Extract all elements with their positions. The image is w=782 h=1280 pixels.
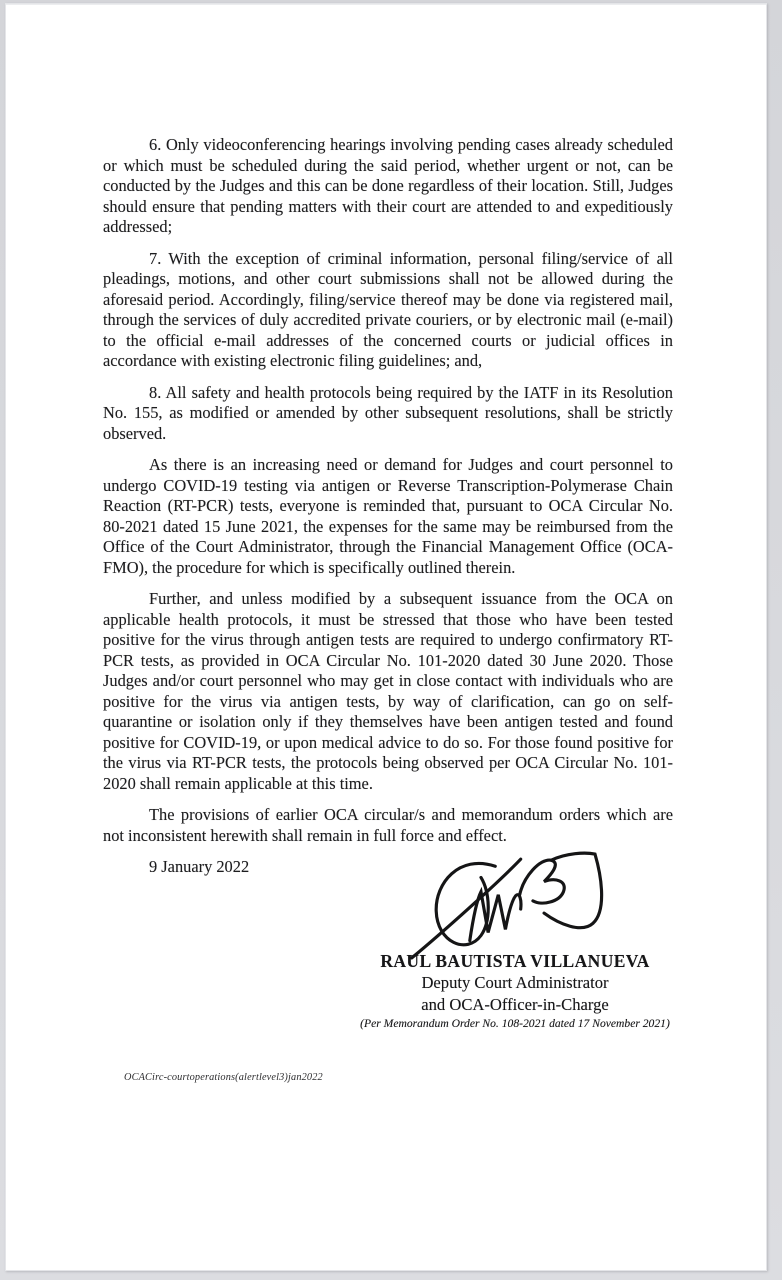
authority-note: (Per Memorandum Order No. 108-2021 dated 17 November 2021): [360, 1017, 670, 1030]
memo-paragraph: 6. Only videoconferencing hearings involving pending cases already scheduled or which must be scheduled during the said period, whether urgent or not, can be conducted by the Judges and this can be done regardless of their location. Still, Judges should ensure that pending matters with their court are attended to and expeditiously addressed;: [103, 135, 673, 236]
memo-body: [103, 135, 673, 889]
memo-paragraph: As there is an increasing need or demand for Judges and court personnel to undergo COVID-19 testing via antigen or Reverse Transcription-Polymerase Chain Reaction (RT-PCR) tests, everyone is reminded that, pursuant to OCA Circular No. 80-2021 dated 15 June 2021, the expenses for the same may be reimbursed from the Office of the Court Administrator, through the Financial Management Office (OCA-FMO), the procedure for which is specifically outlined therein.: [103, 455, 673, 577]
signatory-block: [344, 950, 686, 1031]
handwritten-signature-icon: [404, 850, 616, 964]
memo-paragraph: The provisions of earlier OCA circular/s and memorandum orders which are not inconsistent herewith shall remain in full force and effect.: [103, 805, 673, 845]
date-line: 9 January 2022: [149, 857, 250, 876]
footer-reference: OCACirc-courtoperations(alertlevel3)jan2022: [124, 1072, 323, 1083]
signatory-title-line-2: and OCA-Officer-in-Charge: [421, 994, 609, 1014]
memo-paragraph: 7. With the exception of criminal information, personal filing/service of all pleadings, motions, and other court submissions shall not be allowed during the aforesaid period. Accordingly, filing/service thereof may be done via registered mail, through the services of duly accredited private couriers, or by electronic mail (e-mail) to the official e-mail addresses of the concerned courts or judicial offices in accordance with existing electronic filing guidelines; and,: [103, 248, 673, 370]
signatory-title-line-1: Deputy Court Administrator: [421, 973, 609, 992]
document-page: [5, 3, 767, 1271]
memo-paragraph: Further, and unless modified by a subsequent issuance from the OCA on applicable health protocols, it must be stressed that those who have been tested positive for the virus through antigen tests are required to undergo confirmatory RT-PCR tests, as provided in OCA Circular No. 101-2020 dated 30 June 2020. Those Judges and/or court personnel who may get in close contact with individuals who are positive for the virus via antigen tests, by way of clarification, can go on self-quarantine or isolation only if they themselves have been antigen tested and found positive for COVID-19, or upon medical advice to do so. For those found positive for the virus via RT-PCR tests, the protocols being observed per OCA Circular No. 101-2020 shall remain applicable at this time.: [103, 589, 673, 793]
signatory-name: RAUL BAUTISTA VILLANUEVA: [380, 951, 650, 971]
memo-paragraph: 8. All safety and health protocols being required by the IATF in its Resolution No. 155, as modified or amended by other subsequent resolutions, shall be strictly observed.: [103, 382, 673, 443]
signature-image: [404, 850, 616, 964]
